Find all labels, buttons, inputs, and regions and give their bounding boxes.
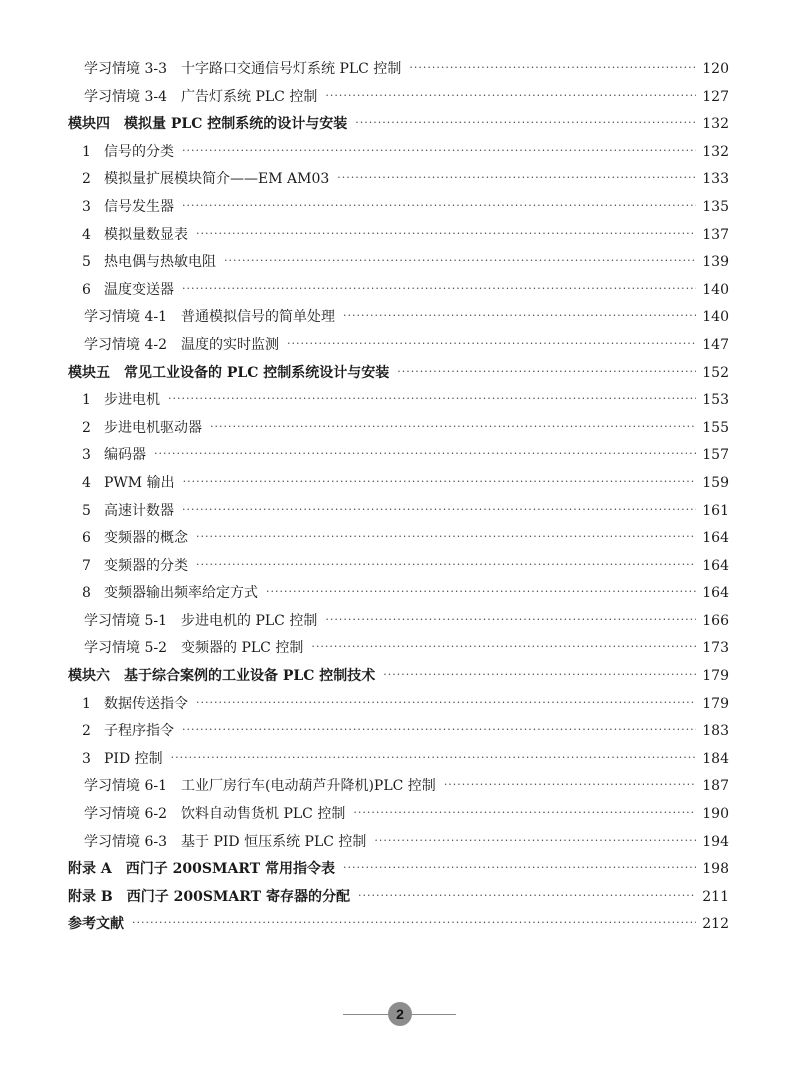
toc-entry-label	[68, 555, 188, 575]
toc-entry-page: 152	[702, 364, 729, 381]
dot-leader	[196, 558, 696, 571]
toc-entry-label	[68, 389, 160, 409]
toc-entry-prefix: 1	[82, 392, 91, 409]
toc-entry-page: 198	[702, 861, 729, 878]
toc-entry-page: 133	[702, 171, 729, 188]
toc-entry-prefix: 5	[82, 502, 91, 519]
toc-entry-page: 194	[702, 833, 729, 850]
toc-entry[interactable]	[68, 858, 729, 886]
toc-entry-prefix: 模块六	[68, 668, 110, 685]
toc-entry-title: 编码器	[104, 447, 146, 464]
toc-entry-page: 179	[702, 668, 729, 685]
toc-entry-title: 西门子 200SMART 寄存器的分配	[126, 888, 350, 905]
toc-entry-prefix: 模块四	[68, 116, 110, 133]
toc-entry-page: 132	[702, 116, 729, 133]
toc-entry-title: 温度的实时监测	[181, 336, 279, 353]
dot-leader	[182, 199, 696, 212]
toc-entry-label	[68, 610, 317, 630]
toc-entry-prefix: 学习情境 4-2	[84, 336, 167, 353]
dot-leader	[182, 503, 696, 516]
dot-leader	[353, 806, 696, 819]
dot-leader	[183, 475, 697, 488]
toc-entry[interactable]	[68, 610, 729, 638]
dot-leader	[409, 61, 696, 74]
toc-entry-prefix: 7	[82, 557, 91, 574]
toc-entry-title: 步进电机的 PLC 控制	[181, 612, 318, 629]
toc-entry-title: PID 控制	[104, 750, 163, 767]
toc-entry-label	[68, 86, 317, 106]
toc-entry-page: 184	[702, 750, 729, 767]
toc-entry[interactable]	[68, 417, 729, 445]
toc-entry[interactable]	[68, 582, 729, 610]
toc-entry-title: 变频器的概念	[104, 530, 188, 547]
toc-entry-label	[68, 362, 389, 382]
toc-entry-page: 140	[702, 309, 729, 326]
toc-entry-title: 基于 PID 恒压系统 PLC 控制	[181, 833, 367, 850]
toc-entry-title: 子程序指令	[104, 723, 174, 740]
toc-entry[interactable]	[68, 224, 729, 252]
dot-leader	[325, 89, 696, 102]
toc-entry[interactable]	[68, 306, 729, 334]
toc-entry-page: 120	[702, 61, 729, 77]
dot-leader	[325, 613, 696, 626]
toc-entry-page: 147	[702, 336, 729, 353]
toc-entry-label	[68, 196, 174, 216]
toc-entry-title: 数据传送指令	[104, 695, 188, 712]
toc-entry[interactable]	[68, 141, 729, 169]
toc-entry-title: 模拟量数显表	[104, 226, 188, 243]
toc-entry-label	[68, 803, 345, 823]
dot-leader	[343, 309, 696, 322]
toc-entry-page: 157	[702, 447, 729, 464]
toc-entry-prefix: 1	[82, 695, 91, 712]
dot-leader	[311, 640, 696, 653]
toc-entry-title: 信号发生器	[104, 198, 174, 215]
toc-entry-prefix: 1	[82, 143, 91, 160]
toc-entry-prefix: 6	[82, 281, 91, 298]
toc-entry-label	[68, 306, 335, 326]
dot-leader	[343, 861, 696, 874]
toc-entry[interactable]	[68, 720, 729, 748]
toc-entry[interactable]	[68, 444, 729, 472]
toc-entry-prefix: 2	[82, 723, 91, 740]
toc-entry[interactable]	[68, 279, 729, 307]
toc-entry-prefix: 2	[82, 171, 91, 188]
toc-entry-title: 信号的分类	[104, 143, 174, 160]
toc-entry-label	[68, 831, 366, 851]
toc-entry-prefix: 学习情境 5-1	[84, 612, 167, 629]
toc-entry-page: 179	[702, 695, 729, 712]
toc-entry-prefix: 附录 B	[68, 888, 113, 905]
toc-entry[interactable]	[68, 665, 729, 693]
toc-entry-page: 164	[702, 530, 729, 547]
toc-entry-title: 变频器输出频率给定方式	[104, 585, 258, 602]
toc-entry[interactable]	[68, 362, 729, 390]
toc-entry-prefix: 学习情境 6-3	[84, 833, 167, 850]
toc-entry[interactable]	[68, 637, 729, 665]
toc-entry-prefix: 学习情境 3-3	[84, 61, 167, 77]
toc-entry-page: 212	[702, 916, 729, 933]
toc-entry-title: 模拟量 PLC 控制系统的设计与安装	[124, 116, 348, 133]
toc-entry-page: 164	[702, 557, 729, 574]
toc-entry-page: 159	[702, 474, 729, 491]
dot-leader	[182, 723, 696, 736]
toc-entry-title: 参考文献	[68, 916, 124, 933]
toc-entry-prefix: 6	[82, 530, 91, 547]
toc-entry-prefix: 学习情境 5-2	[84, 640, 167, 657]
toc-entry-label	[68, 141, 174, 161]
dot-leader	[224, 254, 696, 267]
toc-entry-title: 工业厂房行车(电动葫芦升降机)PLC 控制	[181, 778, 436, 795]
toc-entry-page: 132	[702, 143, 729, 160]
toc-entry-prefix: 5	[82, 254, 91, 271]
toc-entry-label	[68, 113, 347, 133]
toc-entry-label	[68, 472, 175, 492]
toc-entry-prefix: 附录 A	[68, 861, 112, 878]
toc-entry-title: 模拟量扩展模块简介——EM AM03	[104, 171, 330, 188]
dot-leader	[196, 227, 696, 240]
toc-entry-label	[68, 665, 375, 685]
toc-entry-page: 164	[702, 585, 729, 602]
toc-entry-label	[68, 693, 188, 713]
toc-entry-title: 温度变送器	[104, 281, 174, 298]
toc-entry-page: 173	[702, 640, 729, 657]
toc-entry[interactable]	[68, 113, 729, 141]
toc-entry-prefix: 学习情境 3-4	[84, 88, 167, 105]
toc-entry-page: 183	[702, 723, 729, 740]
dot-leader	[397, 365, 696, 378]
page-number-badge: 2	[388, 1002, 412, 1026]
toc-entry-title: 普通模拟信号的简单处理	[181, 309, 335, 326]
dot-leader	[182, 144, 696, 157]
toc-entry-label	[68, 858, 335, 878]
toc-entry-label	[68, 886, 350, 906]
toc-entry-page: 155	[702, 419, 729, 436]
page-footer	[0, 1000, 790, 1030]
toc-entry-page: 135	[702, 198, 729, 215]
dot-leader	[444, 778, 696, 791]
toc-entry-page: 140	[702, 281, 729, 298]
toc-entry[interactable]	[68, 472, 729, 500]
toc-entry-prefix: 3	[82, 447, 91, 464]
toc-entry-title: 基于综合案例的工业设备 PLC 控制技术	[124, 668, 376, 685]
toc-entry-label	[68, 582, 258, 602]
toc-entry-page: 139	[702, 254, 729, 271]
toc-entry-label	[68, 913, 124, 933]
toc-entry[interactable]	[68, 500, 729, 528]
toc-entry-title: 十字路口交通信号灯系统 PLC 控制	[181, 61, 402, 77]
toc-entry-label	[68, 417, 202, 437]
toc-entry-prefix: 学习情境 4-1	[84, 309, 167, 326]
toc-entry-title: 高速计数器	[104, 502, 174, 519]
toc-entry-label	[68, 500, 174, 520]
toc-entry-label	[68, 720, 174, 740]
toc-entry-title: 变频器的分类	[104, 557, 188, 574]
dot-leader	[358, 889, 696, 902]
toc-entry-title: 西门子 200SMART 常用指令表	[125, 861, 335, 878]
toc-entry-prefix: 学习情境 6-1	[84, 778, 167, 795]
dot-leader	[287, 337, 696, 350]
toc-entry[interactable]	[68, 389, 729, 417]
toc-entry-page: 211	[702, 888, 729, 905]
dot-leader	[374, 834, 696, 847]
dot-leader	[355, 116, 696, 129]
toc-entry-prefix: 4	[82, 226, 91, 243]
toc-entry-label	[68, 637, 303, 657]
toc-entry-label	[68, 279, 174, 299]
toc-entry-prefix: 4	[82, 474, 91, 491]
toc-entry-label	[68, 224, 188, 244]
toc-entry-prefix: 模块五	[68, 364, 110, 381]
toc-entry-title: 步进电机驱动器	[104, 419, 202, 436]
toc-entry-page: 187	[702, 778, 729, 795]
toc-entry-prefix: 学习情境 6-2	[84, 806, 167, 823]
dot-leader	[266, 585, 696, 598]
toc-entry[interactable]	[68, 86, 729, 114]
dot-leader	[383, 668, 696, 681]
dot-leader	[182, 282, 696, 295]
toc-entry[interactable]	[68, 803, 729, 831]
toc-entry[interactable]	[68, 775, 729, 803]
toc-entry-label	[68, 251, 216, 271]
toc-entry[interactable]	[68, 334, 729, 362]
toc-entry-label	[68, 775, 436, 795]
toc-entry-page: 137	[702, 226, 729, 243]
toc-entry-title: 变频器的 PLC 控制	[181, 640, 304, 657]
toc-entry[interactable]	[68, 58, 729, 86]
toc-entry[interactable]	[68, 886, 729, 914]
toc-entry-prefix: 2	[82, 419, 91, 436]
toc-entry-prefix: 3	[82, 750, 91, 767]
toc-entry-label	[68, 444, 146, 464]
toc-entry-page: 190	[702, 806, 729, 823]
toc-entry-label	[68, 334, 279, 354]
toc-entry[interactable]	[68, 831, 729, 859]
toc-entry[interactable]	[68, 168, 729, 196]
toc-entry[interactable]	[68, 693, 729, 721]
toc-entry-title: 热电偶与热敏电阻	[104, 254, 216, 271]
dot-leader	[337, 171, 696, 184]
table-of-contents	[68, 58, 729, 941]
toc-entry-title: 步进电机	[104, 392, 160, 409]
dot-leader	[154, 447, 696, 460]
dot-leader	[132, 916, 696, 929]
toc-entry[interactable]	[68, 555, 729, 583]
toc-entry[interactable]	[68, 527, 729, 555]
toc-entry-label	[68, 748, 163, 768]
toc-entry[interactable]	[68, 913, 729, 941]
dot-leader	[196, 530, 696, 543]
toc-entry-label	[68, 168, 329, 188]
footer-rule-left	[343, 1014, 388, 1015]
toc-entry-page: 166	[702, 612, 729, 629]
toc-entry-label	[68, 58, 401, 78]
toc-entry[interactable]	[68, 251, 729, 279]
toc-entry-prefix: 8	[82, 585, 91, 602]
dot-leader	[168, 392, 696, 405]
toc-entry-prefix: 3	[82, 198, 91, 215]
toc-entry[interactable]	[68, 748, 729, 776]
dot-leader	[210, 420, 696, 433]
toc-entry-title: 饮料自动售货机 PLC 控制	[181, 806, 346, 823]
toc-entry-page: 161	[702, 502, 729, 519]
toc-entry-page: 127	[702, 88, 729, 105]
toc-entry[interactable]	[68, 196, 729, 224]
toc-entry-page: 153	[702, 392, 729, 409]
toc-entry-title: 常见工业设备的 PLC 控制系统设计与安装	[124, 364, 390, 381]
dot-leader	[196, 696, 696, 709]
dot-leader	[171, 751, 697, 764]
toc-entry-title: 广告灯系统 PLC 控制	[181, 88, 318, 105]
toc-entry-label	[68, 527, 188, 547]
footer-rule-right	[412, 1014, 456, 1015]
toc-entry-title: PWM 输出	[104, 474, 175, 491]
